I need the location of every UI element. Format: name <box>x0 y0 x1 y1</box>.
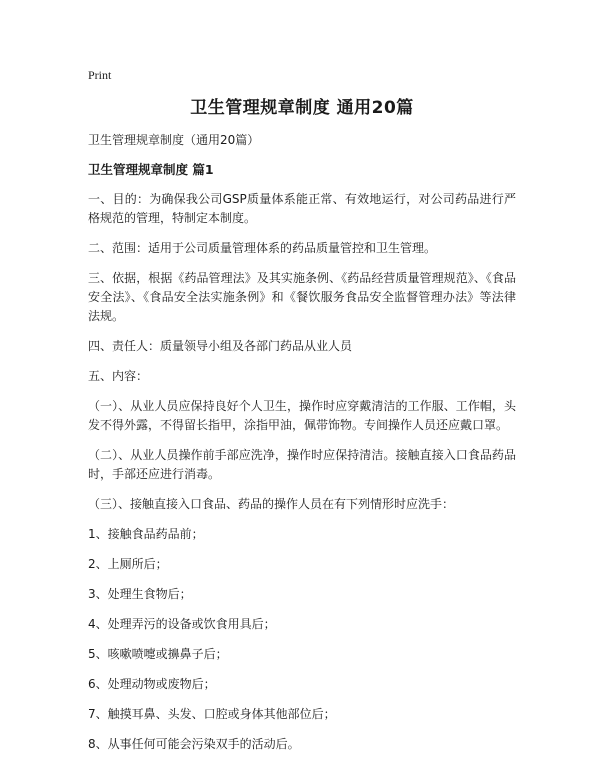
list-item: 3、处理生食物后； <box>88 587 192 601</box>
section-heading: 卫生管理规章制度 篇1 <box>88 162 214 177</box>
paragraph-item-2: （二）、从业人员操作前手部应洗净，操作时应保持清洁。接触直接入口食品药品时，手部还应进行消毒。 <box>88 448 516 481</box>
list-item: 7、触摸耳鼻、头发、口腔或身体其他部位后； <box>88 707 336 721</box>
list-item: 6、处理动物或废物后； <box>88 677 216 691</box>
list-item: 5、咳嗽喷嚏或擤鼻子后； <box>88 647 228 661</box>
paragraph-scope: 二、范围：适用于公司质量管理体系的药品质量管控和卫生管理。 <box>88 241 437 255</box>
print-link[interactable]: Print <box>88 68 112 82</box>
paragraph-purpose: 一、目的：为确保我公司GSP质量体系能正常、有效地运行，对公司药品进行严格规范的管理，特制定本制度。 <box>88 192 516 225</box>
document-subtitle: 卫生管理规章制度（通用20篇） <box>88 133 260 147</box>
paragraph-content-heading: 五、内容： <box>88 369 149 383</box>
list-item: 4、处理弄污的设备或饮食用具后； <box>88 617 276 631</box>
paragraph-basis: 三、依据，根据《药品管理法》及其实施条例、《药品经营质量管理规范》、《食品安全法》、《食品安全法实施条例》和《餐饮服务食品安全监督管理办法》等法律法规。 <box>88 271 516 323</box>
list-item: 8、从事任何可能会污染双手的活动后。 <box>88 737 300 751</box>
paragraph-responsible: 四、责任人：质量领导小组及各部门药品从业人员 <box>88 339 353 353</box>
list-item: 2、上厕所后； <box>88 557 168 571</box>
paragraph-item-1: （一）、从业人员应保持良好个人卫生，操作时应穿戴清洁的工作服、工作帽，头发不得外露，不得留长指甲，涂指甲油，佩带饰物。专间操作人员还应戴口罩。 <box>88 399 516 432</box>
list-item: 1、接触食品药品前； <box>88 527 204 541</box>
paragraph-item-3: （三）、接触直接入口食品、药品的操作人员在有下列情形时应洗手： <box>88 497 455 511</box>
page-title: 卫生管理规章制度 通用20篇 <box>190 98 414 118</box>
